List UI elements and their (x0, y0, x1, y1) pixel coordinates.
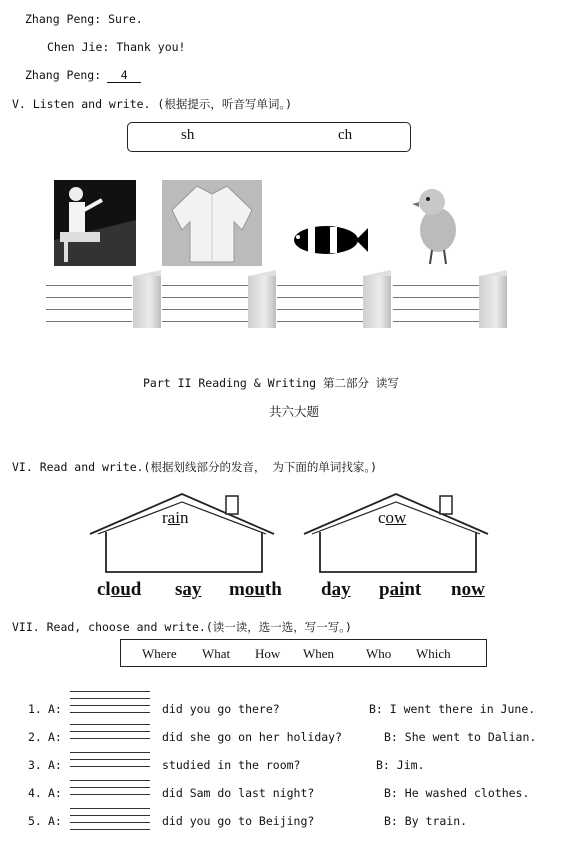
word-day[interactable]: day (321, 579, 351, 600)
item-5-a: A: (48, 814, 62, 828)
word-mouth[interactable]: mouth (229, 579, 282, 600)
item-4-a: A: (48, 786, 62, 800)
item-3-a: A: (48, 758, 62, 772)
teacher-icon (54, 180, 136, 266)
item-5-blank[interactable] (70, 808, 150, 836)
item-3-num: 3. (28, 758, 42, 772)
item-5-num: 5. (28, 814, 42, 828)
fish-icon (284, 222, 368, 258)
item-1-a: A: (48, 702, 62, 716)
item-4-blank[interactable] (70, 780, 150, 801)
word-now[interactable]: now (451, 579, 485, 600)
item-1-answer: B: I went there in June. (369, 702, 536, 716)
option-where[interactable]: Where (142, 646, 177, 661)
line-post (133, 276, 161, 328)
word-paint[interactable]: paint (379, 579, 422, 600)
line-post (248, 276, 276, 328)
word-choice-box (120, 639, 487, 667)
house-word-rain: rain (162, 508, 189, 527)
hint-sh: sh (181, 127, 195, 143)
part-2-subtitle: 共六大题 (269, 404, 320, 419)
section-5-title: V. Listen and write. (根据提示，听音写单词。) (12, 97, 292, 111)
hint-ch: ch (338, 127, 353, 143)
item-3-blank[interactable] (70, 752, 150, 773)
item-5-answer: B: By train. (384, 814, 468, 828)
option-how[interactable]: How (255, 646, 281, 661)
write-lines-4[interactable] (393, 285, 479, 325)
item-1-question: did you go there? (162, 702, 280, 716)
item-2-answer: B: She went to Dalian. (384, 730, 537, 744)
write-lines-2[interactable] (162, 285, 248, 325)
option-which[interactable]: Which (416, 646, 451, 661)
item-1-blank[interactable] (70, 691, 150, 719)
item-5-question: did you go to Beijing? (162, 814, 315, 828)
item-2-question: did she go on her holiday? (162, 730, 343, 744)
hint-box (127, 122, 411, 152)
shirt-icon (162, 180, 262, 266)
part-2-title: Part II Reading & Writing 第二部分 读写 (143, 376, 399, 390)
line-post (363, 276, 391, 328)
option-who[interactable]: Who (366, 646, 392, 661)
item-2-blank[interactable] (70, 724, 150, 745)
word-cloud[interactable]: cloud (97, 579, 142, 600)
item-3-answer: B: Jim. (376, 758, 425, 772)
dialog-line-1: Zhang Peng: Sure. (25, 12, 143, 26)
item-4-answer: B: He washed clothes. (384, 786, 530, 800)
item-2-num: 2. (28, 730, 42, 744)
write-lines-1[interactable] (46, 285, 132, 325)
option-when[interactable]: When (303, 646, 335, 661)
item-2-a: A: (48, 730, 62, 744)
item-4-num: 4. (28, 786, 42, 800)
item-4-question: did Sam do last night? (162, 786, 315, 800)
house-word-cow: cow (378, 508, 407, 527)
dialog-line-2: Chen Jie: Thank you! (47, 40, 186, 54)
section-7-title: VII. Read, choose and write.(读一读，选一选，写一写。) (12, 620, 352, 634)
house-cow-icon (300, 490, 496, 574)
chick-icon (412, 182, 462, 266)
section-6-title: VI. Read and write.(根据划线部分的发音， 为下面的单词找家。) (12, 460, 378, 474)
write-lines-3[interactable] (277, 285, 363, 325)
dialog-speaker: Zhang Peng: (25, 68, 102, 82)
item-1-num: 1. (28, 702, 42, 716)
dialog-answer-blank[interactable]: 4 (107, 68, 141, 83)
word-say[interactable]: say (175, 579, 202, 600)
house-rain-icon (86, 490, 282, 574)
option-what[interactable]: What (202, 646, 231, 661)
line-post (479, 276, 507, 328)
dialog-line-3 (25, 68, 141, 83)
item-3-question: studied in the room? (162, 758, 301, 772)
